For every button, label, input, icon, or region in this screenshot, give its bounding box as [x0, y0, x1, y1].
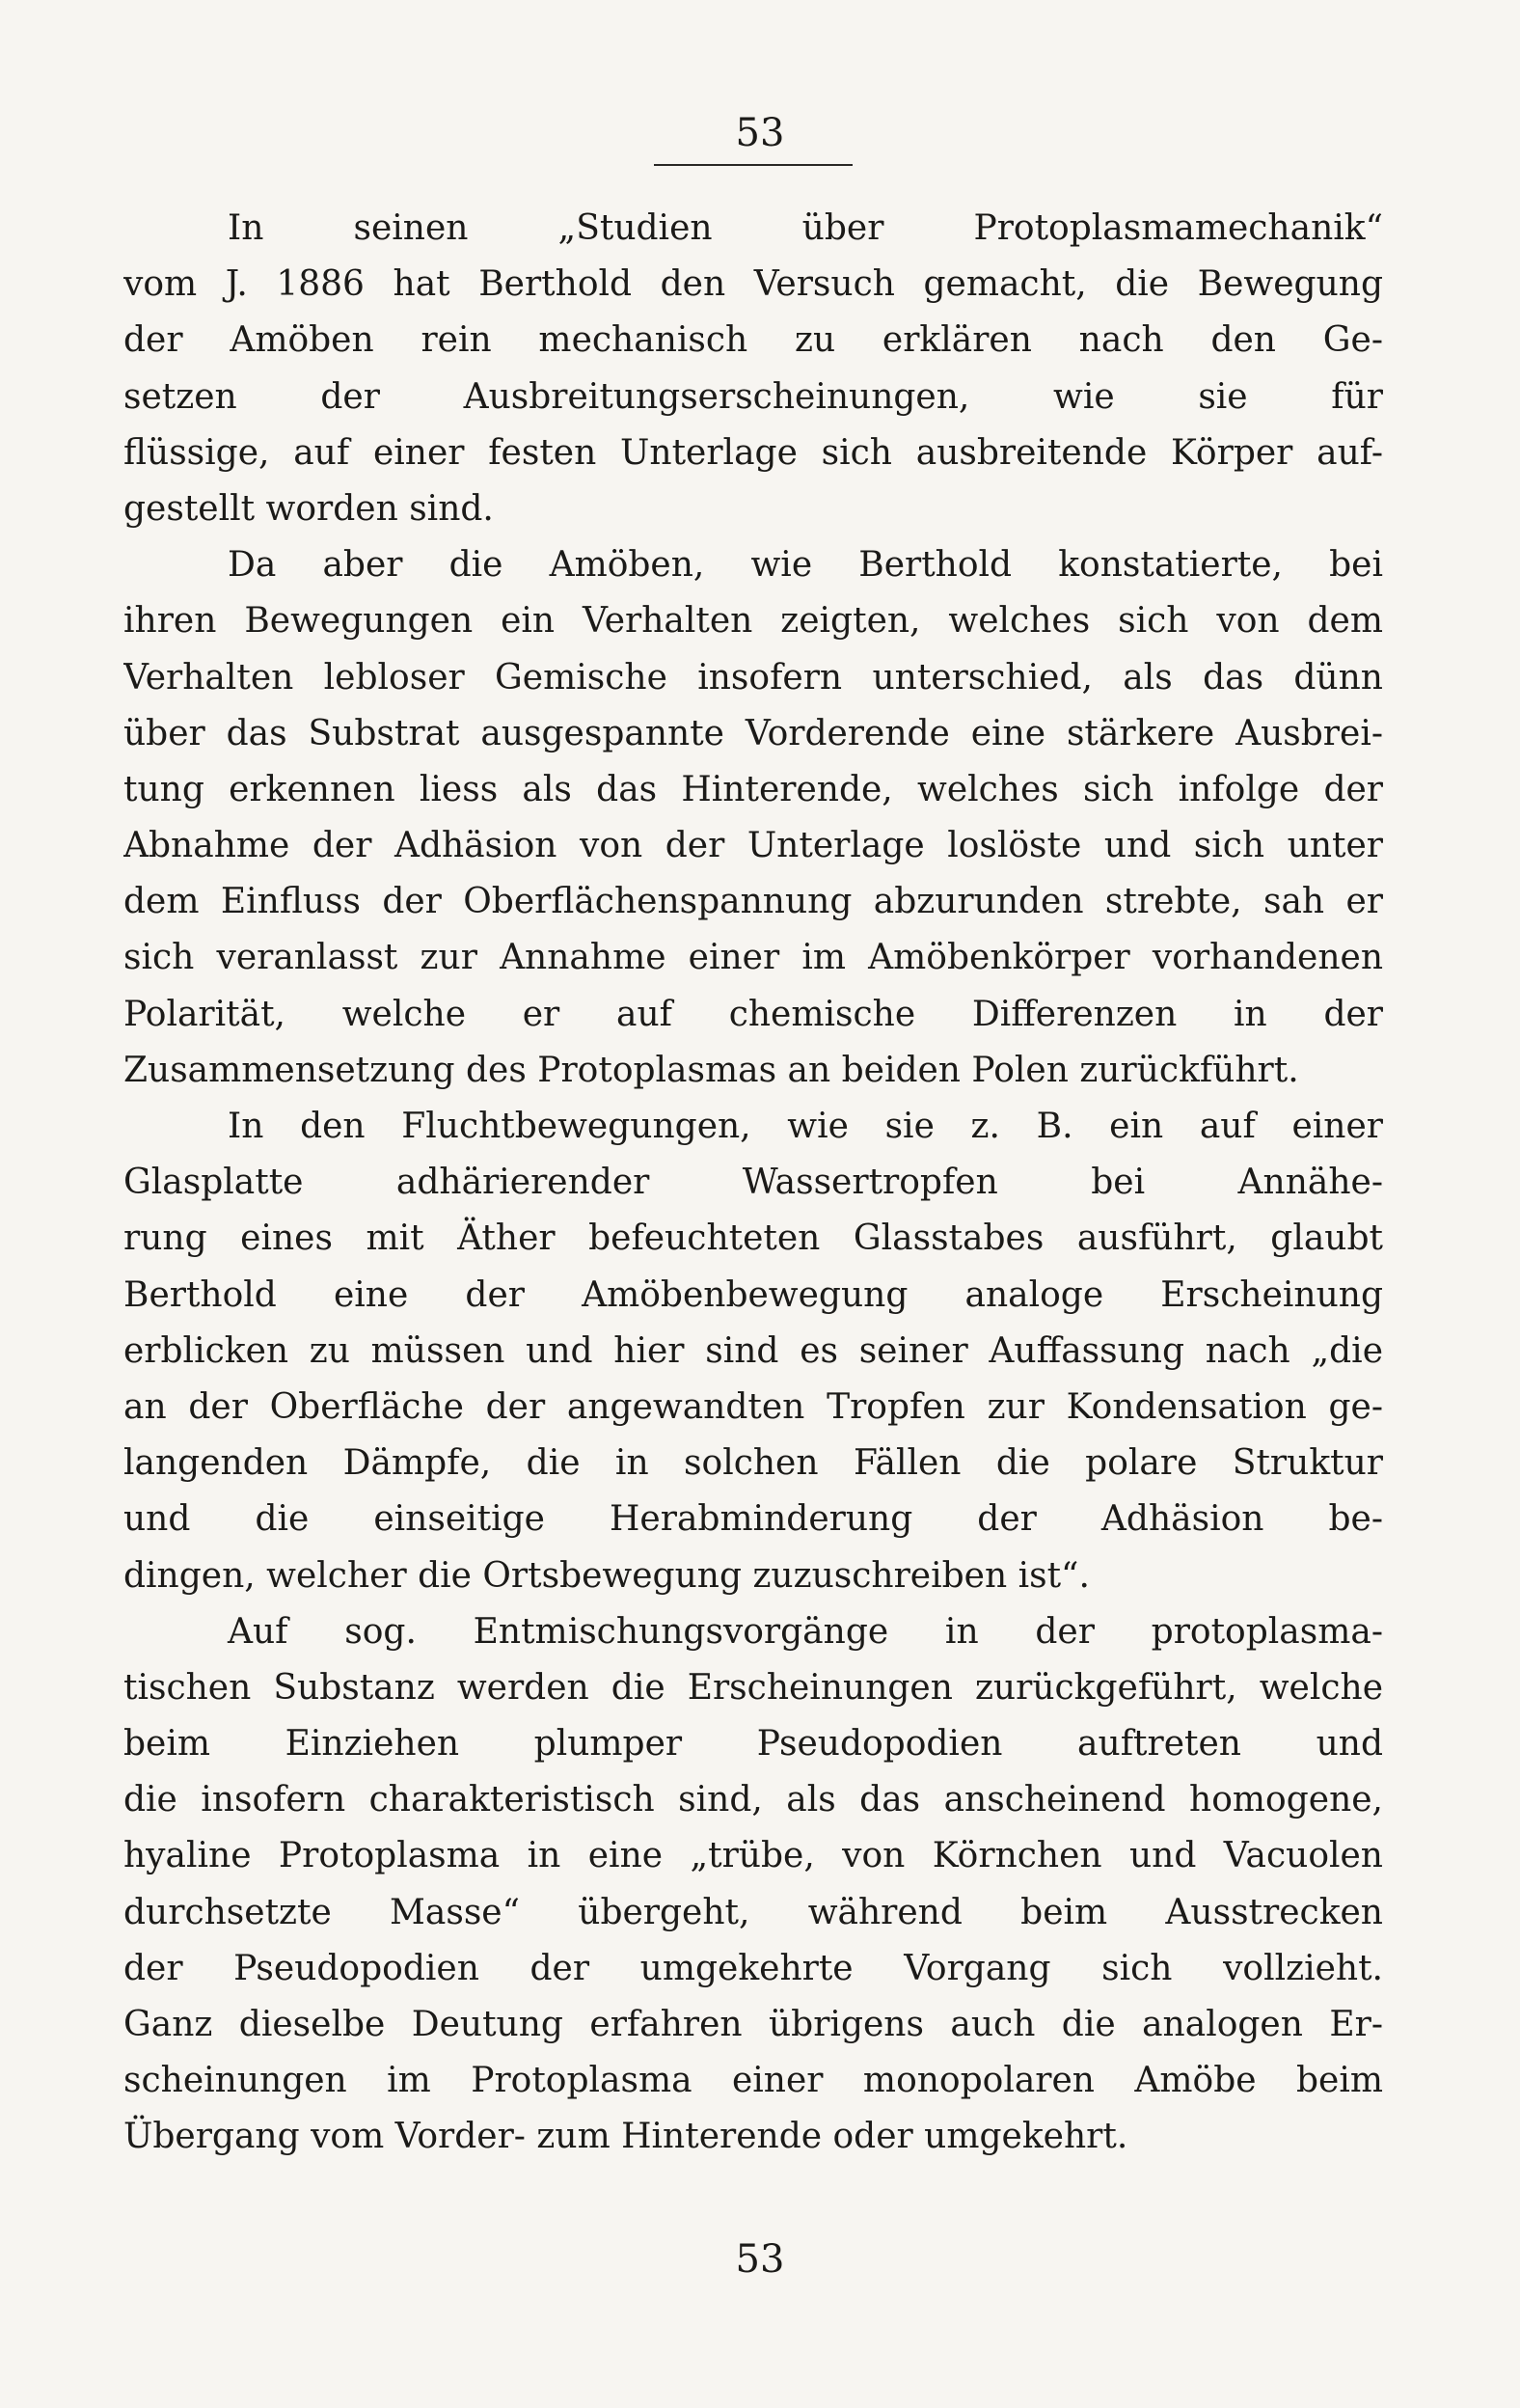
text-line: Glasplatte adhärierender Wassertropfen bei Annähe-	[123, 1163, 1383, 1203]
text-line: tung erkennen liess als das Hinterende, welches sich infolge der	[123, 769, 1383, 809]
text-line: sich veranlasst zur Annahme einer im Amöbenkörper vorhandenen	[123, 938, 1383, 978]
text-line: Berthold eine der Amöbenbewegung analoge Erscheinung	[123, 1274, 1383, 1315]
text-line: vom J. 1886 hat Berthold den Versuch gemacht, die Bewegung	[123, 264, 1383, 305]
page-number-top: 53	[735, 111, 785, 155]
text-line: der Amöben rein mechanisch zu erklären nach den Ge-	[123, 320, 1383, 361]
text-line: In den Fluchtbewegungen, wie sie z. B. ein auf einer	[228, 1107, 1383, 1146]
text-line: und die einseitige Herabminderung der Adhäsion be-	[123, 1499, 1383, 1540]
text-line: Übergang vom Vorder- zum Hinterende oder umgekehrt.	[123, 2117, 1128, 2157]
text-line: langenden Dämpfe, die in solchen Fällen die polare Struktur	[123, 1443, 1383, 1484]
text-line: Verhalten lebloser Gemische insofern unterschied, als das dünn	[123, 657, 1383, 698]
text-line: an der Oberfläche der angewandten Tropfen zur Kondensation ge-	[123, 1386, 1383, 1427]
text-line: dem Einfluss der Oberflächenspannung abzurunden strebte, sah er	[123, 882, 1383, 922]
text-line: rung eines mit Äther befeuchteten Glasstabes ausführt, glaubt	[123, 1218, 1383, 1259]
text-line: hyaline Protoplasma in eine „trübe, von Körnchen und Vacuolen	[123, 1836, 1383, 1876]
text-line: Zusammensetzung des Protoplasmas an beiden Polen zurückführt.	[123, 1050, 1299, 1090]
text-line: Auf sog. Entmischungsvorgänge in der protoplasma-	[228, 1611, 1383, 1652]
text-line: scheinungen im Protoplasma einer monopolaren Amöbe beim	[123, 2061, 1383, 2101]
text-line: Polarität, welche er auf chemische Differenzen in der	[123, 994, 1383, 1034]
text-line: ihren Bewegungen ein Verhalten zeigten, welches sich von dem	[123, 601, 1383, 642]
text-line: über das Substrat ausgespannte Vorderende eine stärkere Ausbrei-	[123, 713, 1383, 753]
text-line: die insofern charakteristisch sind, als das anscheinend homogene,	[123, 1780, 1383, 1820]
text-line: dingen, welcher die Ortsbewegung zuzuschreiben ist“.	[123, 1555, 1090, 1596]
text-line: der Pseudopodien der umgekehrte Vorgang sich vollzieht.	[123, 1948, 1383, 1988]
text-line: Abnahme der Adhäsion von der Unterlage loslöste und sich unter	[123, 826, 1383, 866]
text-line: Ganz dieselbe Deutung erfahren übrigens auch die analogen Er-	[123, 2005, 1383, 2044]
text-line: durchsetzte Masse“ übergeht, während beim Ausstrecken	[123, 1892, 1383, 1932]
text-line: setzen der Ausbreitungserscheinungen, wie sie für	[123, 376, 1383, 417]
text-line: erblicken zu müssen und hier sind es seiner Auffassung nach „die	[123, 1330, 1383, 1371]
text-line: tischen Substanz werden die Erscheinungen zurückgeführt, welche	[123, 1667, 1383, 1708]
text-line: beim Einziehen plumper Pseudopodien auftreten und	[123, 1724, 1383, 1765]
page-number-bottom: 53	[735, 2237, 785, 2282]
body-text	[123, 201, 1383, 2166]
text-line: Da aber die Amöben, wie Berthold konstatierte, bei	[228, 545, 1383, 586]
header-rule	[654, 164, 853, 166]
text-line: flüssige, auf einer festen Unterlage sich ausbreitende Körper auf-	[123, 432, 1383, 473]
text-line: In seinen „Studien über Protoplasmamechanik“	[228, 208, 1383, 248]
text-line: gestellt worden sind.	[123, 488, 494, 529]
